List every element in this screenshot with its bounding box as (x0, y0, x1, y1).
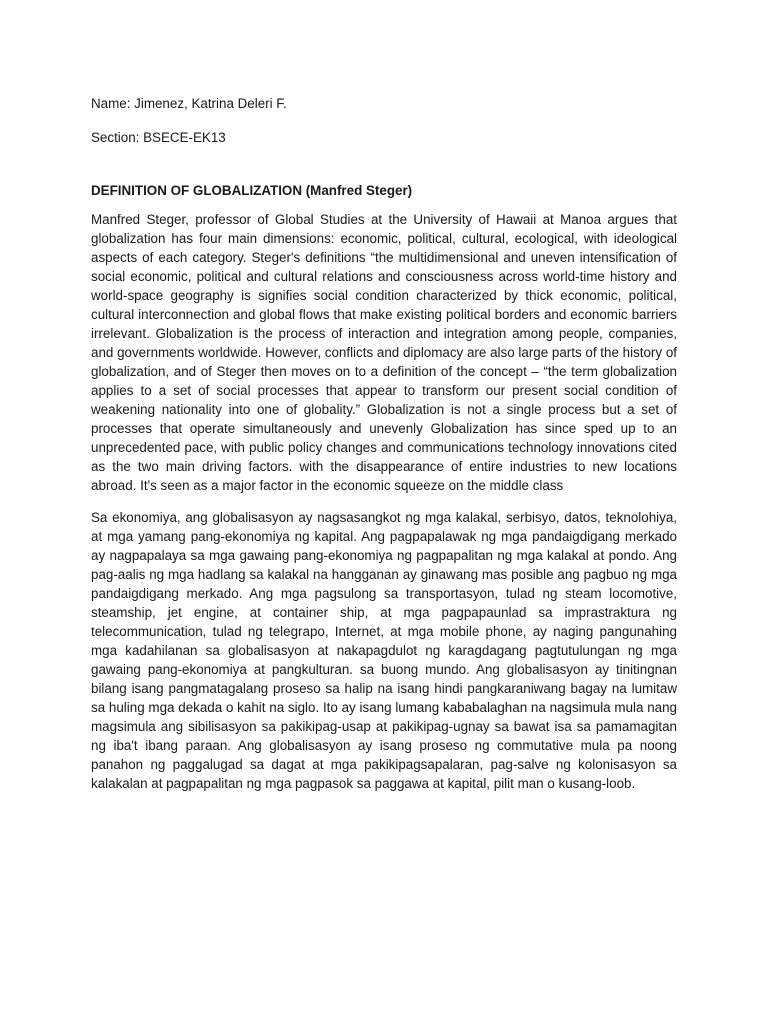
document-body (91, 94, 677, 806)
paragraph-filipino: Sa ekonomiya, ang globalisasyon ay nagsasangkot ng mga kalakal, serbisyo, datos, teknolohiya, at mga yamang pang-ekonomiya ng kapital. Ang pagpapalawak ng mga pandaigdigang merkado ay nagpapalaya sa mga gawaing pang-ekonomiya ng pagpapalitan ng mga kalakal at pondo. Ang pag-aalis ng mga hadlang sa kalakal na hangganan ay ginawang mas posible ang pagbuo ng mga pandaigdigang merkado. Ang mga pagsulong sa transportasyon, tulad ng steam locomotive, steamship, jet engine, at container ship, at mga pagpapaunlad sa imprastraktura ng telecommunication, tulad ng telegrapo, Internet, at mga mobile phone, ay naging pangunahing mga kadahilanan sa globalisasyon at nakapagdulot ng karagdagang pagtutulungan ng mga gawaing pang-ekonomiya at pangkulturan. sa buong mundo. Ang globalisasyon ay tinitingnan bilang isang pangmatagalang proseso sa halip na isang hindi pangkaraniwang bagay na lumitaw sa huling mga dekada o kahit na siglo. Ito ay isang lumang kababalaghan na nagsimula mula nang magsimula ang sibilisasyon sa pakikipag-usap at pakikipag-ugnay sa bawat isa sa pamamagitan ng iba't ibang paraan. Ang globalisasyon ay isang proseso ng commutative mula pa noong panahon ng paggalugad sa dagat at mga pakikipagsapalaran, pag-salve ng kolonisasyon sa kalakalan at pagpapalitan ng mga pagpasok sa paggawa at kapital, pilit man o kusang-loob. (91, 510, 677, 791)
student-section: Section: BSECE-EK13 (91, 130, 226, 145)
student-name: Name: Jimenez, Katrina Deleri F. (91, 96, 287, 111)
paragraph-english: Manfred Steger, professor of Global Studies at the University of Hawaii at Manoa argues that globalization has four main dimensions: economic, political, cultural, ecological, with ideological aspects of each category. Steger's definitions “the multidimensional and uneven intensification of social economic, political and cultural relations and consciousness across world-time history and world-space geography is signifies social condition characterized by thick economic, political, cultural interconnection and global flows that make existing political borders and economic barriers irrelevant. Globalization is the process of interaction and integration among people, companies, and governments worldwide. However, conflicts and diplomacy are also large parts of the history of globalization, and of Steger then moves on to a definition of the concept – “the term globalization applies to a set of social processes that appear to transform our present social condition of weakening nationality into one of globality.” Globalization is not a single process but a set of processes that operate simultaneously and unevenly Globalization has since sped up to an unprecedented pace, with public policy changes and communications technology innovations cited as the two main driving factors. with the disappearance of entire industries to new locations abroad. It's seen as a major factor in the economic squeeze on the middle class (91, 212, 677, 493)
document-heading: DEFINITION OF GLOBALIZATION (Manfred Steger) (91, 183, 413, 198)
